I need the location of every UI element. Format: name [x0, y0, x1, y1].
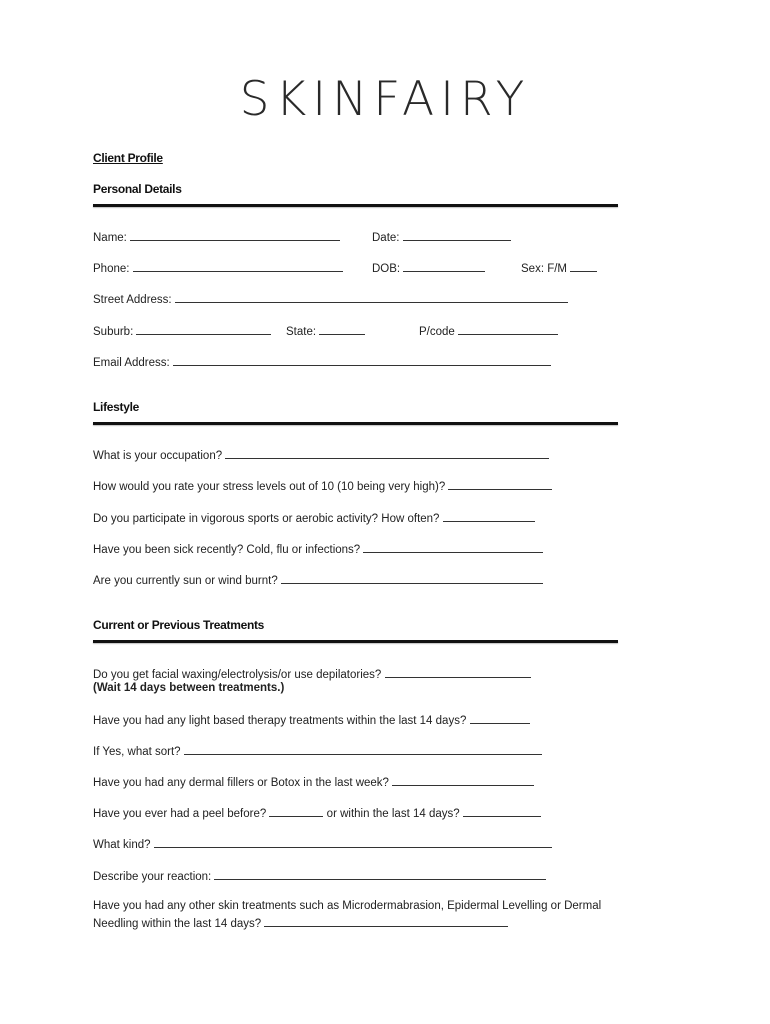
- question-row: [93, 805, 541, 821]
- section-divider: [93, 422, 618, 425]
- waxing-label: Do you get facial waxing/electrolysis/or use depilatories?: [93, 669, 382, 681]
- pcode-field[interactable]: [458, 323, 558, 335]
- suburb-row: [93, 323, 271, 339]
- phone-label: Phone:: [93, 263, 130, 275]
- suburb-label: Suburb:: [93, 326, 134, 338]
- brand-logo: SKINFAIRY: [239, 72, 531, 127]
- what-kind-field[interactable]: [154, 836, 552, 848]
- section-heading-lifestyle: Lifestyle: [93, 400, 139, 414]
- what-sort-field[interactable]: [184, 743, 542, 755]
- state-field[interactable]: [319, 323, 365, 335]
- stress-label: How would you rate your stress levels out of 10 (10 being very high)?: [93, 481, 446, 493]
- what-kind-label: What kind?: [93, 839, 151, 851]
- street-row: [93, 291, 568, 307]
- client-profile-title: Client Profile: [93, 151, 163, 165]
- question-row: [93, 868, 546, 884]
- sex-field[interactable]: [570, 260, 597, 272]
- question-row: [93, 836, 552, 852]
- other-treatments-line1: Have you had any other skin treatments such as Microdermabrasion, Epidermal Levelling or Dermal: [93, 900, 602, 912]
- question-row: [93, 774, 534, 790]
- name-row: [93, 229, 340, 245]
- sunburn-label: Are you currently sun or wind burnt?: [93, 575, 278, 587]
- peel-recent-label: or within the last 14 days?: [326, 808, 460, 820]
- peel-recent-field[interactable]: [463, 805, 541, 817]
- other-treatments-line2: Needling within the last 14 days?: [93, 918, 262, 930]
- question-row: [93, 447, 549, 463]
- occupation-field[interactable]: [225, 447, 549, 459]
- fillers-field[interactable]: [392, 774, 534, 786]
- sports-label: Do you participate in vigorous sports or aerobic activity? How often?: [93, 513, 440, 525]
- street-field[interactable]: [175, 291, 568, 303]
- pcode-row: [419, 323, 558, 339]
- state-label: State:: [286, 326, 317, 338]
- date-field[interactable]: [403, 229, 511, 241]
- reaction-label: Describe your reaction:: [93, 871, 212, 883]
- other-treatments-field[interactable]: [264, 915, 508, 927]
- peel-field[interactable]: [269, 805, 323, 817]
- sports-field[interactable]: [443, 510, 535, 522]
- question-row: [93, 743, 542, 759]
- fillers-label: Have you had any dermal fillers or Botox in the last week?: [93, 777, 389, 789]
- suburb-field[interactable]: [136, 323, 271, 335]
- phone-row: [93, 260, 343, 276]
- section-divider: [93, 204, 618, 207]
- dob-label: DOB:: [372, 263, 401, 275]
- question-row: [93, 666, 531, 682]
- stress-field[interactable]: [448, 478, 552, 490]
- sick-field[interactable]: [363, 541, 543, 553]
- date-label: Date:: [372, 232, 400, 244]
- sex-row: [521, 260, 597, 276]
- section-divider: [93, 640, 618, 643]
- occupation-label: What is your occupation?: [93, 450, 223, 462]
- street-label: Street Address:: [93, 294, 172, 306]
- dob-field[interactable]: [403, 260, 485, 272]
- question-row: [93, 572, 543, 588]
- light-therapy-label: Have you had any light based therapy treatments within the last 14 days?: [93, 715, 467, 727]
- question-row: [93, 915, 508, 931]
- dob-row: [372, 260, 485, 276]
- section-heading-personal: Personal Details: [93, 182, 182, 196]
- question-row: [93, 541, 543, 557]
- name-field[interactable]: [130, 229, 340, 241]
- waxing-note: (Wait 14 days between treatments.): [93, 682, 285, 694]
- sunburn-field[interactable]: [281, 572, 543, 584]
- reaction-field[interactable]: [214, 868, 546, 880]
- question-row: [93, 510, 535, 526]
- email-row: [93, 354, 551, 370]
- name-label: Name:: [93, 232, 127, 244]
- state-row: [286, 323, 365, 339]
- sick-label: Have you been sick recently? Cold, flu or infections?: [93, 544, 361, 556]
- phone-field[interactable]: [133, 260, 343, 272]
- email-field[interactable]: [173, 354, 551, 366]
- sex-label: Sex: F/M: [521, 263, 568, 275]
- email-label: Email Address:: [93, 357, 170, 369]
- waxing-field[interactable]: [385, 666, 531, 678]
- question-row: [93, 478, 552, 494]
- light-therapy-field[interactable]: [470, 712, 530, 724]
- what-sort-label: If Yes, what sort?: [93, 746, 181, 758]
- peel-label: Have you ever had a peel before?: [93, 808, 267, 820]
- date-row: [372, 229, 511, 245]
- question-row: [93, 712, 530, 728]
- pcode-label: P/code: [419, 326, 455, 338]
- section-heading-treatments: Current or Previous Treatments: [93, 618, 265, 632]
